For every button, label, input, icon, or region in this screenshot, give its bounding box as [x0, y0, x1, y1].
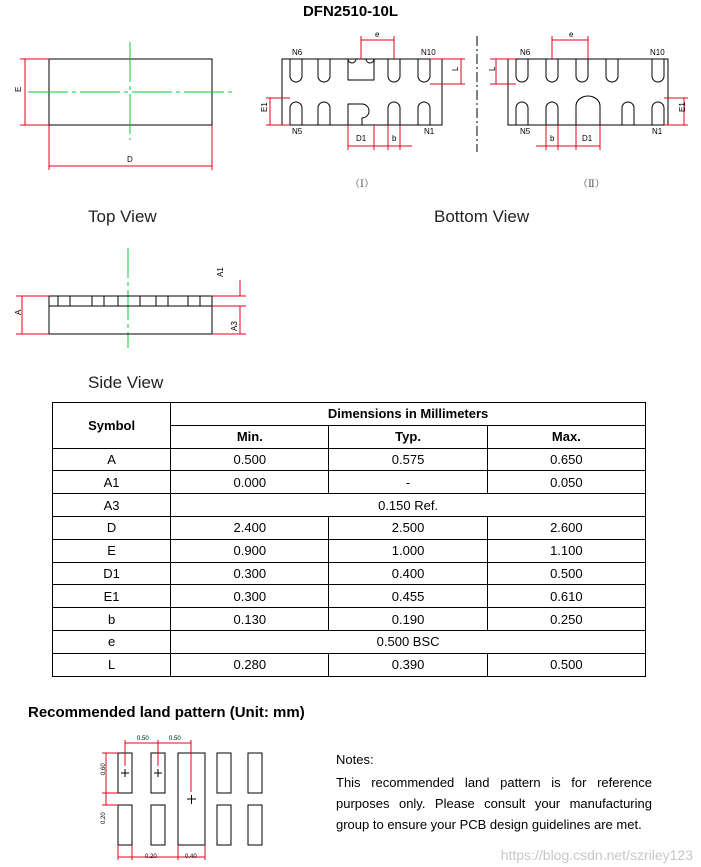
top-view-drawing	[14, 42, 236, 170]
symbol-cell: D1	[53, 562, 171, 585]
min-cell: 0.000	[171, 471, 329, 494]
pin-label-N10-2: N10	[650, 48, 665, 57]
land-pad	[151, 805, 165, 845]
dim-label-A: A	[14, 309, 23, 315]
typ-cell: -	[329, 471, 487, 494]
table-row	[53, 494, 646, 517]
dim-label-A1: A1	[216, 267, 225, 277]
col-typ-header: Typ.	[329, 425, 487, 448]
typ-cell: 0.400	[329, 562, 487, 585]
typ-cell: 2.500	[329, 516, 487, 539]
side-view-label: Side View	[88, 373, 164, 392]
col-max-header: Max.	[487, 425, 645, 448]
pin-label-N5-2: N5	[520, 127, 531, 136]
dimensions-header: Dimensions in Millimeters	[171, 403, 646, 426]
package-drawings	[0, 0, 701, 400]
top-view-label: Top View	[88, 207, 157, 226]
land-pad	[118, 753, 132, 793]
table-row	[53, 630, 646, 653]
min-cell: 0.500	[171, 448, 329, 471]
land-pad	[151, 753, 165, 793]
table-row	[53, 562, 646, 585]
land-dim-gap: 0.20	[101, 812, 107, 824]
symbol-cell: b	[53, 608, 171, 631]
min-cell: 0.300	[171, 562, 329, 585]
dim-label-e-1: e	[375, 30, 380, 39]
land-pad	[248, 805, 262, 845]
table-row	[53, 471, 646, 494]
dim-label-A3: A3	[230, 321, 239, 331]
notes-heading: Notes:	[336, 752, 374, 767]
dim-label-b-1: b	[392, 134, 397, 143]
dim-label-L-2: L	[488, 66, 497, 71]
dim-label-E: E	[14, 86, 23, 92]
table-row	[53, 539, 646, 562]
dim-label-E1-1: E1	[260, 102, 269, 112]
max-cell: 0.610	[487, 585, 645, 608]
variant-label-1: （Ⅰ）	[350, 179, 374, 190]
dim-label-D1-1: D1	[356, 134, 367, 143]
table-row	[53, 448, 646, 471]
merged-value-cell: 0.500 BSC	[171, 630, 646, 653]
pin-label-N6: N6	[292, 48, 303, 57]
symbol-cell: A	[53, 448, 171, 471]
land-dim-pitch1: 0.50	[137, 736, 149, 742]
symbol-cell: e	[53, 630, 171, 653]
max-cell: 1.100	[487, 539, 645, 562]
pin-label-N1-2: N1	[652, 127, 663, 136]
variant-label-2: （Ⅱ）	[578, 179, 605, 190]
typ-cell: 0.455	[329, 585, 487, 608]
dim-label-E1-2: E1	[678, 102, 687, 112]
land-pad	[248, 753, 262, 793]
pin-label-N6-2: N6	[520, 48, 531, 57]
min-cell: 0.280	[171, 653, 329, 676]
side-view-drawing	[14, 248, 246, 348]
symbol-cell: L	[53, 653, 171, 676]
dim-label-D1-2: D1	[582, 134, 593, 143]
max-cell: 0.650	[487, 448, 645, 471]
min-cell: 0.900	[171, 539, 329, 562]
max-cell: 0.500	[487, 562, 645, 585]
land-pad-center	[178, 753, 205, 845]
symbol-cell: D	[53, 516, 171, 539]
dimensions-table	[52, 402, 646, 677]
symbol-header: Symbol	[53, 403, 171, 449]
pin-label-N10: N10	[421, 48, 436, 57]
land-dim-pitch2: 0.50	[169, 736, 181, 742]
typ-cell: 1.000	[329, 539, 487, 562]
symbol-cell: A3	[53, 494, 171, 517]
max-cell: 0.050	[487, 471, 645, 494]
typ-cell: 0.390	[329, 653, 487, 676]
max-cell: 2.600	[487, 516, 645, 539]
symbol-cell: E1	[53, 585, 171, 608]
max-cell: 0.500	[487, 653, 645, 676]
col-min-header: Min.	[171, 425, 329, 448]
table-row	[53, 585, 646, 608]
land-pad	[118, 805, 132, 845]
bottom-view-1-drawing	[260, 30, 465, 190]
bottom-view-2-drawing	[488, 30, 688, 190]
min-cell: 2.400	[171, 516, 329, 539]
land-dim-pad-len: 0.60	[101, 763, 107, 775]
dim-label-D: D	[127, 155, 133, 164]
min-cell: 0.300	[171, 585, 329, 608]
dimensions-table-body	[53, 448, 646, 676]
dim-label-L-1: L	[451, 66, 460, 71]
land-dim-pad-w: 0.20	[145, 854, 157, 860]
notes-body: This recommended land pattern is for reference purposes only. Please consult your manufacturing group to ensure your PCB design guidelines are met.	[336, 775, 652, 832]
watermark: https://blog.csdn.net/szriley123	[500, 847, 693, 863]
page-title: DFN2510-10L	[302, 3, 399, 20]
land-pad	[217, 753, 231, 793]
min-cell: 0.130	[171, 608, 329, 631]
merged-value-cell: 0.150 Ref.	[171, 494, 646, 517]
land-dim-center-w: 0.40	[185, 854, 197, 860]
bottom-view-label: Bottom View	[434, 207, 530, 226]
max-cell: 0.250	[487, 608, 645, 631]
typ-cell: 0.190	[329, 608, 487, 631]
dim-label-b-2: b	[550, 134, 555, 143]
symbol-cell: A1	[53, 471, 171, 494]
typ-cell: 0.575	[329, 448, 487, 471]
table-row	[53, 653, 646, 676]
table-row	[53, 516, 646, 539]
symbol-cell: E	[53, 539, 171, 562]
land-pad	[217, 805, 231, 845]
land-pattern-heading: Recommended land pattern (Unit: mm)	[28, 704, 305, 721]
table-row	[53, 608, 646, 631]
pin-label-N5: N5	[292, 127, 303, 136]
pin-label-N1: N1	[424, 127, 435, 136]
dim-label-e-2: e	[569, 30, 574, 39]
